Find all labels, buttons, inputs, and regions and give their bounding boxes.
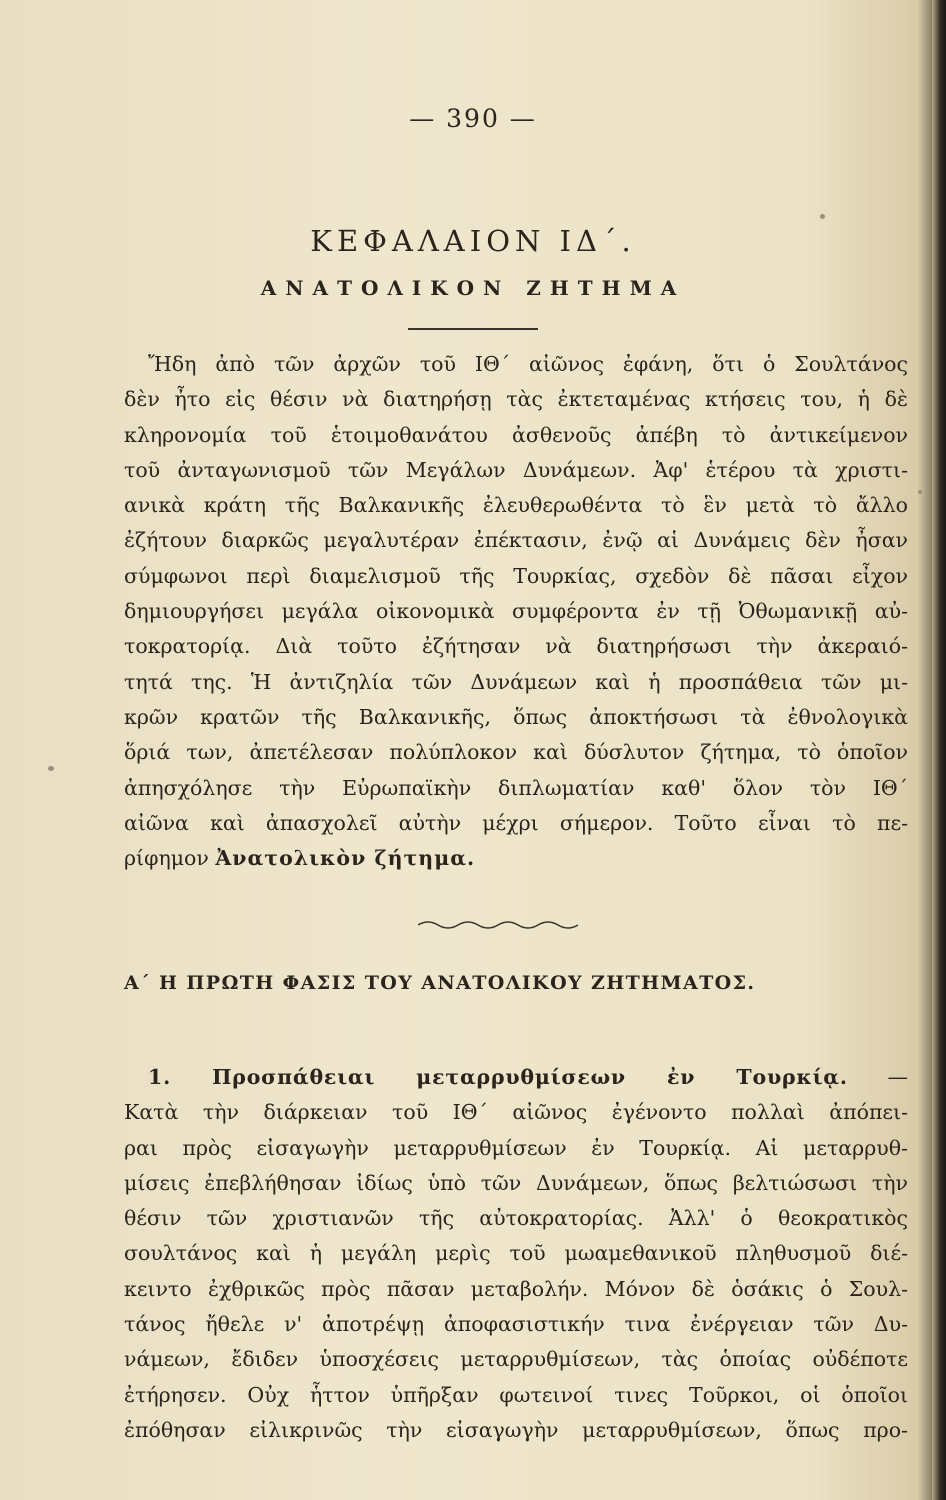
paper-speck [48, 766, 54, 771]
text-line: σουλτάνος καὶ ἡ μεγάλη μερὶς τοῦ μωαμεθανικοῦ πληθυσμοῦ διέ- [124, 1241, 908, 1266]
paper-speck [820, 214, 825, 219]
text-line: τητά της. Ἡ ἀντιζηλία τῶν Δυνάμεων καὶ ἡ προσπάθεια τῶν μι- [124, 669, 908, 694]
em-dash: — [887, 1065, 908, 1089]
text-line: κειντο ἐχθρικῶς πρὸς πᾶσαν μεταβολήν. Μόνον δὲ ὁσάκις ὁ Σουλ- [124, 1276, 908, 1301]
text-line-prefix: ρίφημον [124, 846, 209, 871]
text-line: αἰῶνα καὶ ἀπασχολεῖ αὐτὴν μέχρι σήμερον. Τοῦτο εἶναι τὸ πε- [124, 810, 908, 835]
text-line: ἐπόθησαν εἰλικρινῶς τὴν εἰσαγωγὴν μεταρρυθμίσεων, ὅπως προ- [124, 1417, 908, 1442]
subsection-heading: 1. Προσπάθειαι μεταρρυθμίσεων ἐν Τουρκίᾳ. [148, 1065, 848, 1089]
text-line: ανικὰ κράτη τῆς Βαλκανικῆς ἐλευθερωθέντα τὸ ἓν μετὰ τὸ ἄλλο [124, 493, 908, 518]
title-rule [408, 328, 538, 330]
text-line: τάνος ἤθελε ν' ἀποτρέψῃ ἀποφασιστικήν τινα ἐνέργειαν τῶν Δυ- [124, 1312, 908, 1337]
text-line: δὲν ἦτο εἰς θέσιν νὰ διατηρήσῃ τὰς ἐκτεταμένας κτήσεις του, ἡ δὲ [124, 387, 908, 412]
text-line: ραι πρὸς εἰσαγωγὴν μεταρρυθμίσεων ἐν Τουρκίᾳ. Αἱ μεταρρυθ- [124, 1135, 908, 1160]
section-heading: Α΄ Η ΠΡΩΤΗ ΦΑΣΙΣ ΤΟΥ ΑΝΑΤΟΛΙΚΟΥ ΖΗΤΗΜΑΤΟΣ. [124, 972, 756, 994]
key-term: Ἀνατολικὸν ζήτημα. [215, 846, 476, 871]
text-line [124, 841, 908, 876]
text-line: ἀπησχόλησε τὴν Εὐρωπαϊκὴν διπλωματίαν καθ' ὅλον τὸν ΙΘ΄ [124, 775, 908, 800]
text-line: τοῦ ἀνταγωνισμοῦ τῶν Μεγάλων Δυνάμεων. Ἀφ' ἑτέρου τὰ χριστι- [124, 457, 908, 482]
subsection-heading-line [124, 1060, 908, 1095]
paper-speck [918, 490, 922, 494]
text-line: νάμεων, ἔδιδεν ὑποσχέσεις μεταρρυθμίσεων, τὰς ὁποίας οὐδέποτε [124, 1347, 908, 1372]
ornament-divider [418, 917, 578, 933]
chapter-subtitle: ΑΝΑΤΟΛΙΚΟΝ ΖΗΤΗΜΑ [260, 276, 686, 300]
text-line: κρῶν κρατῶν τῆς Βαλκανικῆς, ὅπως ἀποκτήσωσι τὰ ἐθνολογικὰ [124, 704, 908, 729]
page-number: — 390 — [409, 104, 537, 133]
text-line: μίσεις ἐπεβλήθησαν ἰδίως ὑπὸ τῶν Δυνάμεων, ὅπως βελτιώσωσι τὴν [124, 1170, 908, 1195]
text-line: ὅριά των, ἀπετέλεσαν πολύπλοκον καὶ δύσλυτον ζήτημα, τὸ ὁποῖον [124, 740, 908, 765]
text-line: ἐζήτουν διαρκῶς μεγαλυτέραν ἐπέκτασιν, ἐνῷ αἱ Δυνάμεις δὲν ἦσαν [124, 528, 908, 553]
subsection-paragraph [124, 1060, 908, 1448]
text-line: θέσιν τῶν χριστιανῶν τῆς αὐτοκρατορίας. Ἀλλ' ὁ θεοκρατικὸς [124, 1206, 908, 1231]
text-line: ἐτήρησεν. Οὐχ ἧττον ὑπῆρξαν φωτεινοί τινες Τοῦρκοι, οἱ ὁποῖοι [124, 1382, 908, 1407]
chapter-title: ΚΕΦΑΛΑΙΟΝ ΙΔ΄. [310, 224, 636, 258]
text-line: Κατὰ τὴν διάρκειαν τοῦ ΙΘ΄ αἰῶνος ἐγένοντο πολλαὶ ἀπόπει- [124, 1100, 908, 1125]
text-line: δημιουργήσει μεγάλα οἰκονομικὰ συμφέροντα ἐν τῇ Ὀθωμανικῇ αὐ- [124, 599, 908, 624]
text-line: Ἤδη ἀπὸ τῶν ἀρχῶν τοῦ ΙΘ΄ αἰῶνος ἐφάνη, ὅτι ὁ Σουλτάνος [148, 352, 908, 376]
intro-paragraph [124, 347, 908, 876]
text-line: τοκρατορίᾳ. Διὰ τοῦτο ἐζήτησαν νὰ διατηρήσωσι τὴν ἀκεραιό- [124, 634, 908, 659]
text-line: κληρονομία τοῦ ἑτοιμοθανάτου ἀσθενοῦς ἀπέβη τὸ ἀντικείμενον [124, 422, 908, 447]
text-line: σύμφωνοι περὶ διαμελισμοῦ τῆς Τουρκίας, σχεδὸν δὲ πᾶσαι εἶχον [124, 563, 908, 588]
